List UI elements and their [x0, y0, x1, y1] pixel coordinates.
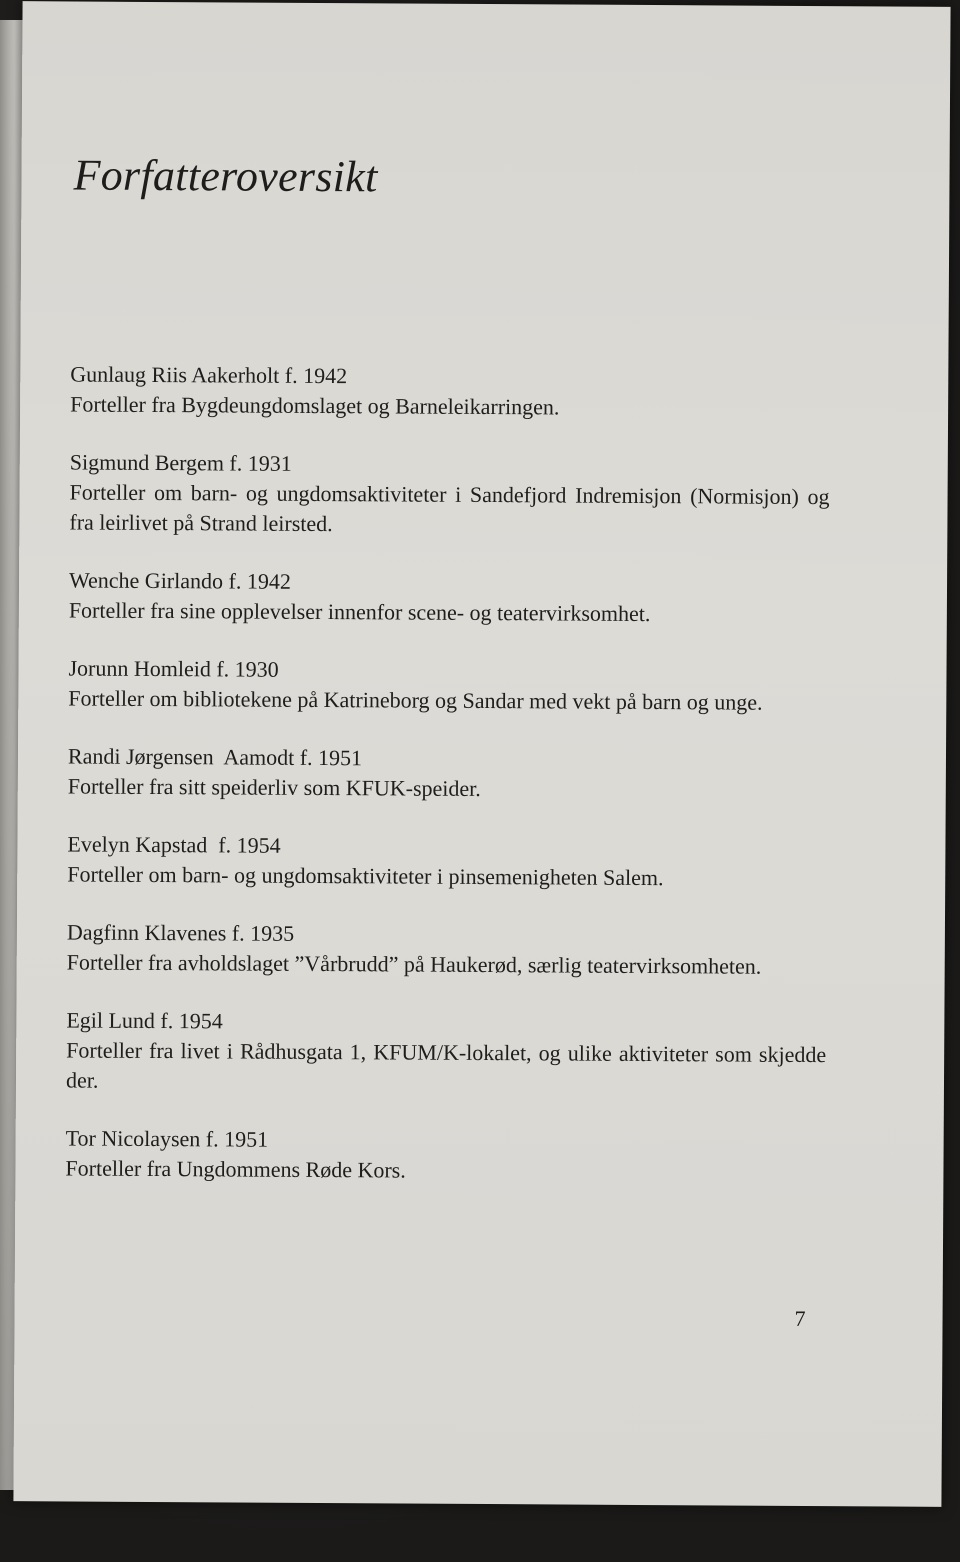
author-description: Forteller om bibliotekene på Katrineborg og Sandar med vekt på barn og unge.	[68, 685, 763, 715]
author-entry	[67, 829, 827, 894]
author-name: Evelyn Kapstad f. 1954	[67, 831, 281, 858]
author-entry	[69, 565, 829, 630]
author-description: Forteller om barn- og ungdomsaktiviteter i Sandefjord Indremisjon (Normisjon) og fra leirlivet på Strand leirsted.	[69, 479, 830, 537]
author-entry	[65, 1123, 825, 1188]
author-description: Forteller fra sitt speiderliv som KFUK-speider.	[67, 773, 481, 801]
author-entry	[69, 447, 830, 542]
author-description: Forteller fra Ungdommens Røde Kors.	[65, 1155, 406, 1183]
author-name: Jorunn Homleid f. 1930	[68, 655, 279, 682]
author-entry	[68, 653, 828, 718]
book-page	[13, 1, 950, 1507]
author-description: Forteller fra livet i Rådhusgata 1, KFUM/K-lokalet, og ulike aktiviteter som skjedde der.	[65, 1037, 827, 1093]
author-name: Dagfinn Klavenes f. 1935	[66, 919, 295, 946]
author-name: Egil Lund f. 1954	[66, 1007, 223, 1034]
author-entry	[66, 1005, 827, 1100]
author-list	[65, 359, 830, 1216]
page-title: Forfatteroversikt	[73, 150, 378, 202]
page-number: 7	[794, 1305, 806, 1331]
author-description: Forteller fra sine opplevelser innenfor scene- og teatervirksomhet.	[68, 597, 651, 627]
author-entry	[70, 359, 830, 424]
author-entry	[67, 917, 827, 982]
author-entry	[68, 741, 828, 806]
author-name: Sigmund Bergem f. 1931	[69, 449, 292, 476]
author-name: Randi Jørgensen Aamodt f. 1951	[67, 743, 363, 771]
author-description: Forteller fra avholdslaget ”Vårbrudd” på Haukerød, særlig teatervirksomheten.	[66, 949, 762, 979]
author-name: Tor Nicolaysen f. 1951	[65, 1125, 269, 1152]
author-name: Wenche Girlando f. 1942	[68, 567, 291, 594]
author-description: Forteller fra Bygdeungdomslaget og Barneleikarringen.	[70, 391, 560, 420]
author-description: Forteller om barn- og ungdomsaktiviteter i pinsemenigheten Salem.	[67, 861, 664, 891]
author-name: Gunlaug Riis Aakerholt f. 1942	[70, 361, 348, 389]
